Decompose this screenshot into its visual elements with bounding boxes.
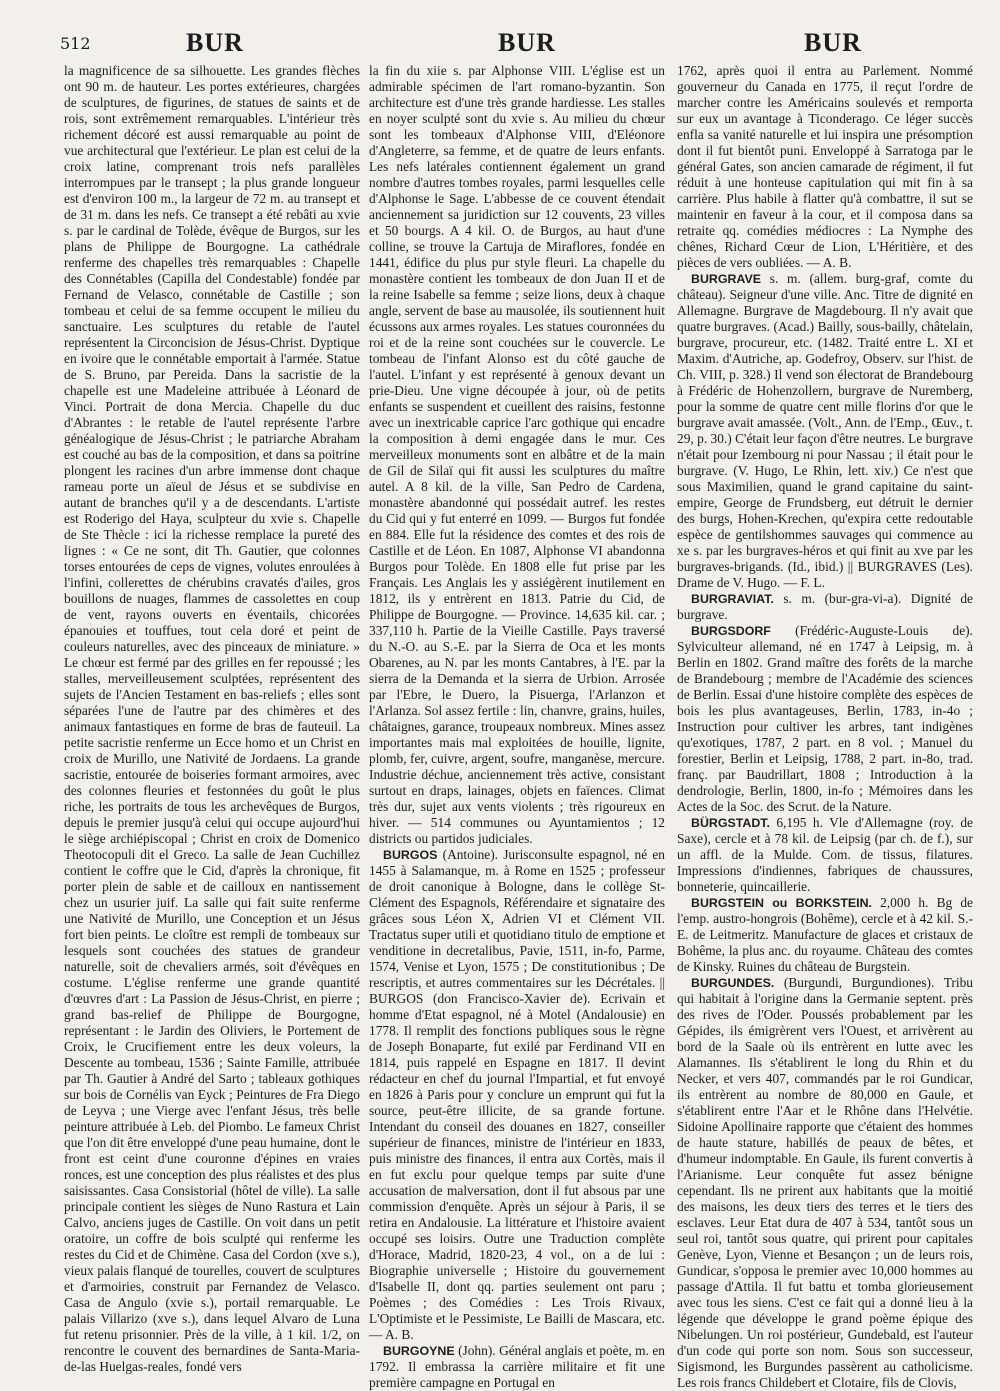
entry-text: (Frédéric-Auguste-Louis de). Sylviculteur allemand, né en 1747 à Leipsig, m. à Berlin en 1802. Grand maître des forêts de la marche de Brandebourg ; membre de l'Académie des sciences de Berlin. Essai d'une histoire complète des espèces de bois les plus avantageuses, Berlin, 1783, in-4o ; Instruction pour cultiver les arbres, tant indigènes qu'exotiques, 1787, 2 part. en 8 vol. ; Manuel du forestier, Berlin et Leipsig, 1788, 2 part. in-8o, trad. franç. par Baudrillart, 1808 ; Introduction à la dendrologie, Berlin, 1800, in-fo ; Mémoires dans les Actes de la Soc. des Scrut. de la Nature. bbox=[677, 623, 973, 814]
entry-burgrave bbox=[677, 271, 973, 591]
entry-burgundes bbox=[677, 975, 973, 1391]
entry-text: 2,000 h. Bg de l'emp. austro-hongrois (Bohême), cercle et à 42 kil. S.-E. de Leitmeritz. Manufacture de glaces et cristaux de Bohême, la plus anc. du royaume. Château des comtes de Kinsky. Ruines du château de Burgstein. bbox=[677, 895, 973, 974]
entry bbox=[369, 63, 665, 847]
column-3 bbox=[677, 63, 973, 1390]
entry-text: (Burgundi, Burgundiones). Tribu qui habitait à l'origine dans la Germanie septent. près des rives de l'Oder. Poussés probablement par les Gépides, ils émigrèrent vers l'Ouest, et arrivèrent au bord de la Saale où ils entrèrent en lutte avec les Alamannes. Ils s'établirent le long du Rhin et du Necker, et vers 407, commandés par le roi Gundicar, ils entrèrent au nombre de 80,000 en Gaule, et s'établirent entre l'Aar et le Rhône dans l'Helvétie. Sidoine Apollinaire rapporte que c'étaient des hommes de haute stature, habillés de peaux de bêtes, et d'humeur indomptable. En Gaule, ils furent convertis à l'Arianisme. Leur conquête fut assez bénigne cependant. Ils ne prirent aux habitants que la moitié des maisons, les deux tiers des terres et le tiers des esclaves. Leur Etat dura de 407 à 534, tantôt sous un seul roi, tantôt sous quatre, qui prirent pour capitales Genève, Lyon, Vienne et Besançon ; un de leurs rois, Gundicar, s'opposa le premier avec 10,000 hommes au passage d'Attila. Il fut battu et tomba glorieusement avec tous les siens. C'est ce fait qui a donné lieu à la légende que développe le grand poème épique des Nibelungen. Un roi postérieur, Gundebald, est l'auteur d'un code qui porte son nom. Sous son successeur, Sigismond, les Burgundes passèrent au catholicisme. Les rois francs Childebert et Clotaire, fils de Clovis, bbox=[677, 975, 973, 1390]
entry-headword: BURGOYNE bbox=[383, 1344, 455, 1358]
entry-headword: BURGSTEIN ou BORKSTEIN. bbox=[691, 896, 872, 910]
column-2 bbox=[369, 63, 665, 1390]
entry-burgsdorf bbox=[677, 623, 973, 815]
entry-text: s. m. (allem. burg-graf, comte du château). Seigneur d'une ville. Anc. Titre de dignité en Allemagne. Burgrave de Magdebourg. Il n'y avait que quatre burgraves. (Acad.) Bailly, sous-bailly, châtelain, burgrave, procureur, etc. (1482. Traité entre L. XI et Maxim. d'Autriche, ap. Godefroy, Observ. sur l'hist. de Ch. VIII, p. 328.) Il vend son électorat de Brandebourg à Frédéric de Hohenzollern, burgrave de Nuremberg, pour la somme de quatre cent mille florins d'or que le burgrave avait amassée. (Volt., Ann. de l'Emp., Œuv., t. 29, p. 30.) C'était leur façon d'être neutres. Le burgrave n'était pour Izembourg ni pour Nassau ; il était pour le burgrave. (V. Hugo, Le Rhin, lett. xiv.) Ce n'est que sous Maximilien, quand le grand capitaine du saint-empire, George de Frundsberg, eut détruit le dernier des burgs, Hohen-Krechen, qu'expira cette redoutable espèce de gentilshommes sauvages qui commence au xe s. par les burgraves-héros et qui finit au xve par les burgraves-brigands. (Id., ibid.) || BURGRAVES (Les). Drame de V. Hugo. — F. L. bbox=[677, 271, 973, 590]
entry-headword: BURGRAVE bbox=[691, 272, 761, 286]
entry-text: (Antoine). Jurisconsulte espagnol, né en 1455 à Salamanque, m. à Rome en 1525 ; professeur de droit canonique à Bologne, dans le collège St-Clément des Espagnols, Référendaire et signataire des grâces sous Léon X, Adrien VI et Clément VII. Tractatus super utili et quotidiano titulo de emptione et venditione in decretalibus, Pavie, 1511, in-fo, Parme, 1574, Venise et Lyon, 1575 ; De constitutionibus ; De rescriptis, et autres commentaires sur les Décrétales. || BURGOS (don Francisco-Xavier de). Ecrivain et homme d'Etat espagnol, né à Motel (Andalousie) en 1778. Il remplit des fonctions publiques sous le règne de Joseph Bonaparte, fut exilé par Ferdinand VII en 1814, puis rappelé en Espagne en 1817. Il devint rédacteur en chef du journal l'Impartial, et fut envoyé en 1826 à Paris pour y conclure un emprunt qui fut la source, peut-être illicite, de sa grande fortune. Intendant du conseil des douanes en 1827, conseiller supérieur de finances, ministre de l'intérieur en 1833, puis ministre des finances, il entra aux Cortès, mais il en fut exclu pour quelque temps par suite d'une accusation de malversation, dont il fut absous par une commission d'enquête. Après un séjour à Paris, il se retira en Andalousie. La littérature et l'histoire avaient occupé ses loisirs. Outre une Traduction complète d'Horace, Madrid, 1820-23, 4 vol., on a de lui : Biographie universelle ; Histoire du gouvernement d'Isabelle II, dont qq. parties seulement ont paru ; Poèmes ; des Comédies : Les Trois Rivaux, L'Optimiste et le Pessimiste, Le Bailli de Mascara, etc. — A. B. bbox=[369, 847, 665, 1342]
entry-text: la magnificence de sa silhouette. Les grandes flèches ont 90 m. de hauteur. Les portes extérieures, chargées de sculptures, de figurines, de statues de saints et de rois, sont extrêmement remarquables. L'intérieur très richement décoré est aussi remarquable au point de vue architectural que l'extérieur. Le plan est celui de la croix latine, comprenant trois nefs parallèles interrompues par le transept ; la plus grande longueur est d'environ 100 m., la largeur de 72 m. au transept et de 31 m. dans les nefs. Ce transept a été rebâti au xvie s. par le cardinal de Tolède, évêque de Burgos, sur les plans de Philippe de Bourgogne. La cathédrale renferme des chapelles très remarquables : Chapelle des Connétables (Capilla del Condestable) fondée par Fernand de Velasco, connétable de Castille ; son tombeau et celui de sa femme occupent le milieu du sanctuaire. Les sculptures du retable de l'autel représentent la Circoncision de Jésus-Christ. Dyptique en ivoire que le connétable emportait à l'armée. Statue de S. Bruno, par Pereida. Dans la sacristie de la chapelle est une Madeleine attribuée à Léonard de Vinci. Portrait de dona Mercia. Chapelle du duc d'Abrantes : le retable de l'autel représente l'arbre généalogique de Jésus-Christ ; le patriarche Abraham est couché au bas de la composition, et dans sa poitrine plongent les racines d'un arbre immense dont chaque rameau porte un aïeul de Jésus et se subdivise en autant de branches qu'il y a de descendants. L'artiste est Roderigo del Haya, sculpteur du xvie s. Chapelle de Ste Thècle : ici la richesse remplace la pureté des lignes : « Ce ne sont, dit Th. Gautier, que colonnes torses entourées de ceps de vignes, volutes enroulées à l'infini, collerettes de chérubins cravatés d'ailes, gros bouillons de nuages, flammes de cassolettes en coup de vent, rayons ouverts en éventails, chicorées épanouies et touffues, tout cela doré et peint de couleurs naturelles, avec des pinceaux de miniature. » Le chœur est fermé par des grilles en fer repoussé ; les stalles, merveilleusement sculptées, représentent des sujets de l'Ancien Testament en bas-reliefs ; elles sont séparées l'une de l'autre par des chimères et des animaux fantastiques en forme de bras de fauteuil. La petite sacristie renferme un Ecce homo et un Christ en croix de Murillo, une Nativité de Jordaens. La grande sacristie, entourée de boiseries formant armoires, avec des colonnes fleuries et festonnées du goût le plus riche, les portraits de tous les archevêques de Burgos, depuis le premier jusqu'à celui qui occupe aujourd'hui le siège archiépiscopal ; Christ en croix de Domenico Theotocopuli dit el Greco. La salle de Jean Cuchillez contient le coffre que le Cid, d'après la chronique, fit porter plein de sable et de cailloux en nantissement chez un usurier juif. La salle qui fait suite renferme une Nativité de Murillo, une Conception et un Jésus fort bien peints. Le cloître est rempli de tombeaux sur lesquels sont couchées des statues de grandeur naturelle, soit de chevaliers armés, soit d'évêques en costume. L'église renferme une grande quantité d'œuvres d'art : La Passion de Jésus-Christ, en pierre ; grand bas-relief de Philippe de Bourgogne, représentant : le Jardin des Oliviers, le Portement de Croix, le Crucifiement entre les deux voleurs, la Descente au tombeau, 1536 ; Sainte Famille, attribuée par Th. Gautier à André del Sarto ; tableaux gothiques sur bois de Cornélis van Eyck ; Peintures de Fra Diego de Leyva ; une Vierge avec l'enfant Jésus, très belle peinture attribuée à Leb. del Piombo. Le fameux Christ que l'on dit être enveloppé d'une peau humaine, dont le front est ceint d'une couronne d'épines en vraies ronces, est une conception des plus réalistes et des plus saisissantes. Casa Consistorial (hôtel de ville). La salle principale contient les sièges de Nuno Rastura et Lain Calvo, anciens juges de Castille. On voit dans un petit oratoire, un coffre de bois sculpté qui renferme les restes du Cid et de Chimène. Casa del Cordon (xve s.), vieux palais flanqué de tourelles, couvert de sculptures et d'armoiries, construit par Fernandez de Velasco. Casa de Angulo (xvie s.), portail remarquable. Le palais Villarizo (xve s.), dans lequel Alvaro de Luna fut retenu prisonnier. Près de la ville, à 1 kil. 1/2, on rencontre le couvent des bernardines de Santa-Maria-de-las Huelgas-reales, fondé vers bbox=[64, 63, 360, 1374]
column-1 bbox=[64, 63, 360, 1374]
entry-text: (John). Général anglais et poète, m. en 1792. Il embrassa la carrière militaire et fit une première campagne en Portugal en bbox=[369, 1343, 665, 1390]
entry-headword: BURGRAVIAT. bbox=[691, 592, 774, 606]
page-number: 512 bbox=[60, 34, 91, 53]
entry-headword: BURGSDORF bbox=[691, 624, 771, 638]
entry-headword: BURGOS bbox=[383, 848, 438, 862]
entry bbox=[677, 63, 973, 271]
running-head-center: BUR bbox=[498, 28, 556, 57]
page-header bbox=[0, 28, 1000, 68]
entry-burgoyne bbox=[369, 1343, 665, 1391]
entry-burgstadt bbox=[677, 815, 973, 895]
entry-burgstein bbox=[677, 895, 973, 975]
entry-headword: BURGUNDES. bbox=[691, 976, 775, 990]
entry bbox=[64, 63, 360, 1375]
running-head-right: BUR bbox=[804, 28, 862, 57]
entry-burgraviat bbox=[677, 591, 973, 623]
entry-headword: BÜRGSTADT. bbox=[691, 816, 770, 830]
entry-text: la fin du xiie s. par Alphonse VIII. L'église est un admirable spécimen de l'art romano-byzantin. Son architecture est d'une très grande hardiesse. Les stalles en noyer sculpté sont du xvie s. Au milieu du chœur sont les tombeaux d'Alphonse VIII, d'Eléonore d'Angleterre, sa femme, et de quatre de leurs enfants. Les nefs latérales contiennent également un grand nombre d'autres tombes royales, parmi lesquelles celle d'Alphonse le Sage. L'abbesse de ce couvent étendait anciennement sa juridiction sur 12 couvents, 23 villes et 50 bourgs. A 4 kil. O. de Burgos, au haut d'une colline, se trouve la Cartuja de Miraflores, fondée en 1441, édifice du plus pur style fleuri. La chapelle du monastère contient les tombeaux de don Juan II et de la reine Isabelle sa femme ; seize lions, deux à chaque angle, servent de base au mausolée, ils soutiennent huit écussons aux armes royales. Les statues couronnées du roi et de la reine sont couchées sur le couvercle. Le tombeau de l'infant Alonso est du côté gauche de l'autel. L'infant y est représenté à genoux devant un prie-Dieu. Une vigne découpée à jour, où de petits enfants se suspendent et cueillent des raisins, festonne avec un inextricable caprice l'arc gothique qui encadre la composition à demi engagée dans le mur. Ces merveilleux monuments sont en albâtre et de la main de Gil de Silaï qui fit aussi les sculptures du maître autel. A 8 kil. de la ville, San Pedro de Cardena, monastère abandonné qui possédait autref. les restes du Cid qui y fut enterré en 1099. — Burgos fut fondée en 884. Elle fut la résidence des comtes et des rois de Castille et de Léon. En 1087, Alphonse VI abandonna Burgos pour Tolède. En 1808 elle fut prise par les Français. Les Anglais les y assiégèrent inutilement en 1812, ils y entrèrent en 1813. Patrie du Cid, de Philippe de Bourgogne. — Province. 14,635 kil. car. ; 337,110 h. Partie de la Vieille Castille. Pays traversé du N.-O. au S.-E. par la Sierra de Oca et les monts Obarenes, au N. par les monts Cantabres, à l'E. par la sierra de la Demanda et la sierra de Urbion. Arrosée par l'Ebre, le Duero, la Pisuerga, l'Arlanzon et l'Arlanza. Sol assez fertile : lin, chanvre, grains, huiles, châtaignes, garance, troupeaux nombreux. Mines assez importantes mais mal exploitées de houille, lignite, plomb, fer, cuivre, argent, soufre, manganèse, mercure. Industrie déchue, anciennement très active, consistant surtout en draps, lainages, objets en faïences. Climat très dur, sujet aux vents violents ; très rigoureux en hiver. — 514 communes ou Ayuntamientos ; 12 districts ou partidos judiciales. bbox=[369, 63, 665, 846]
entry-burgos-antoine bbox=[369, 847, 665, 1343]
running-head-left: BUR bbox=[186, 28, 244, 57]
entry-text: s. m. (bur-gra-vi-a). Dignité de burgrave. bbox=[677, 591, 973, 622]
entry-text: 6,195 h. Vle d'Allemagne (roy. de Saxe), cercle et à 78 kil. de Leipsig (par ch. de f.), sur un affl. de la Mulde. Com. de tissus, filatures. Impressions d'indiennes, fabriques de chaussures, bonneterie, quincaillerie. bbox=[677, 815, 973, 894]
entry-text: 1762, après quoi il entra au Parlement. Nommé gouverneur du Canada en 1775, il reçut l'ordre de marcher contre les Américains soulevés et remporta sur eux un avantage à Ticonderago. Ce léger succès enfla sa vanité naturelle et lui inspira une présomption dont il fut bientôt puni. Enveloppé à Sarratoga par le général Gates, son ancien camarade de régiment, il fut réduit à une honteuse capitulation qui mit fin à sa carrière. Plus habile à flatter qu'à combattre, il sut se maintenir en faveur à la cour, et il composa dans sa retraite qq. comédies médiocres : La Nymphe des chênes, Richard Cœur de Lion, L'Héritière, et des pièces de vers oubliées. — A. B. bbox=[677, 63, 973, 270]
